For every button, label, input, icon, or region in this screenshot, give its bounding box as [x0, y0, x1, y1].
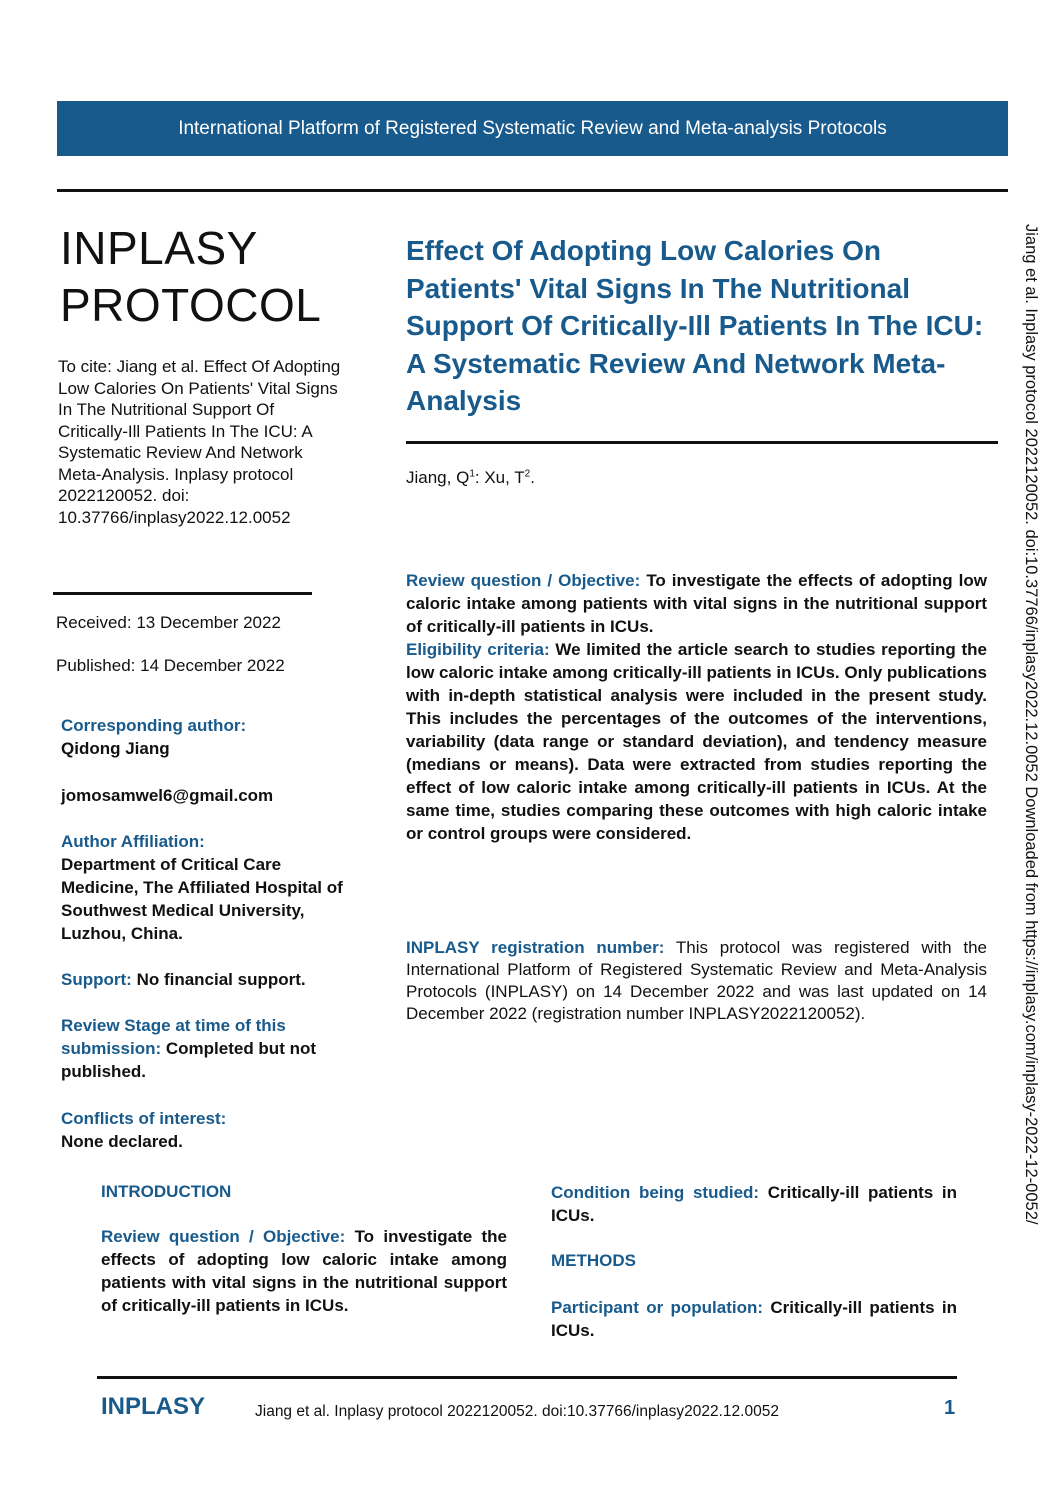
author-list-end: . [530, 468, 535, 487]
participant-paragraph [551, 1296, 957, 1342]
brand-title-line1: INPLASY [60, 222, 258, 274]
eligibility-text: We limited the article search to studies reporting the low caloric intake among critically-ill patients in ICUs. Only publications with in-depth statistical analysis were included in the present study. This includes the percentages of the outcomes of the interventions, variability (data range or standard deviation), and tendency measure (medians or means). Data were extracted from studies reporting the effect of low caloric intake among critically-ill patients in ICUs. At the same time, studies comparing these outcomes with high caloric intake or control groups were considered. [406, 640, 987, 843]
brand-title-line2: PROTOCOL [60, 279, 322, 331]
author-list [406, 468, 535, 488]
eligibility-label: Eligibility criteria: [406, 640, 550, 659]
sidebar-divider [53, 592, 312, 595]
affiliation-value: Department of Critical Care Medicine, The Affiliated Hospital of Southwest Medical University, Luzhou, China. [61, 855, 343, 943]
support-value: No financial support. [136, 970, 306, 989]
title-divider [406, 441, 998, 444]
methods-heading: METHODS [551, 1251, 636, 1270]
affiliation-label: Author Affiliation: [61, 832, 205, 851]
corresponding-author-label: Corresponding author: [61, 716, 247, 735]
author-email-value: jomosamwel6@gmail.com [61, 786, 274, 805]
review-stage-value: Completed but not published. [61, 1039, 317, 1081]
conflicts-of-interest [61, 1107, 353, 1153]
review-stage [61, 1014, 353, 1083]
review-stage-label: Review Stage at time of this submission: [61, 1016, 286, 1058]
support-info [61, 968, 353, 991]
author-email [61, 784, 353, 807]
support-label: Support: [61, 970, 132, 989]
objective-paragraph [406, 569, 987, 638]
participant-label: Participant or population: [551, 1298, 764, 1317]
footer-divider [97, 1376, 957, 1379]
author-affiliation [61, 830, 353, 945]
participant-text: Critically-ill patients in ICUs. [551, 1298, 957, 1340]
registration-label: INPLASY registration number: [406, 938, 665, 957]
citation-text: To cite: Jiang et al. Effect Of Adopting Low Calories On Patients' Vital Signs In The Nutritional Support Of Critically-Ill Patients In The ICU: A Systematic Review And Network Meta-Analysis. Inplasy protocol 2022120052. doi: 10.37766/inplasy2022.12.0052 [58, 357, 341, 527]
footer-brand: INPLASY [101, 1393, 206, 1420]
eligibility-paragraph [406, 638, 987, 845]
author-1-affiliation-mark: 1 [469, 468, 475, 480]
intro-objective-label: Review question / Objective: [101, 1227, 346, 1246]
conflicts-label: Conflicts of interest: [61, 1109, 227, 1128]
introduction-heading: INTRODUCTION [101, 1182, 232, 1201]
author-2: : Xu, T [474, 468, 525, 487]
registration-text: This protocol was registered with the International Platform of Registered Systematic Review and Meta-Analysis Protocols (INPLASY) on 14 December 2022 and was last updated on 14 December 2022 (registration number INPLASY2022120052). [406, 938, 987, 1023]
published-date: Published: 14 December 2022 [56, 656, 285, 675]
condition-label: Condition being studied: [551, 1183, 760, 1202]
corresponding-author-name: Qidong Jiang [61, 739, 170, 758]
header-banner: International Platform of Registered Systematic Review and Meta-analysis Protocols [57, 101, 1008, 156]
conflicts-value: None declared. [61, 1132, 183, 1151]
top-divider [57, 189, 1008, 192]
intro-objective-text: To investigate the effects of adopting low caloric intake among patients with vital signs in the nutritional support of critically-ill patients in ICUs. [101, 1227, 507, 1315]
intro-objective-paragraph [101, 1225, 507, 1317]
corresponding-author [61, 714, 353, 760]
vertical-download-notice: Jiang et al. Inplasy protocol 2022120052. doi:10.37766/inplasy2022.12.0052 Downloaded from https://inplasy.com/inplasy-2022-12-0052/ [1022, 224, 1040, 1225]
objective-text: To investigate the effects of adopting low caloric intake among patients with vital signs in the nutritional support of critically-ill patients in ICUs. [406, 571, 987, 636]
objective-label: Review question / Objective: [406, 571, 641, 590]
author-1: Jiang, Q [406, 468, 470, 487]
condition-text: Critically-ill patients in ICUs. [551, 1183, 957, 1225]
author-2-affiliation-mark: 2 [524, 468, 531, 480]
received-date: Received: 13 December 2022 [56, 613, 281, 632]
condition-paragraph [551, 1181, 957, 1227]
registration-paragraph [406, 937, 987, 1025]
footer-citation: Jiang et al. Inplasy protocol 2022120052. doi:10.37766/inplasy2022.12.0052 [255, 1403, 779, 1420]
article-title: Effect Of Adopting Low Calories On Patients' Vital Signs In The Nutritional Support Of Critically-Ill Patients In The ICU: A Systematic Review And Network Meta-Analysis [406, 235, 984, 416]
page-number: 1 [944, 1397, 956, 1419]
